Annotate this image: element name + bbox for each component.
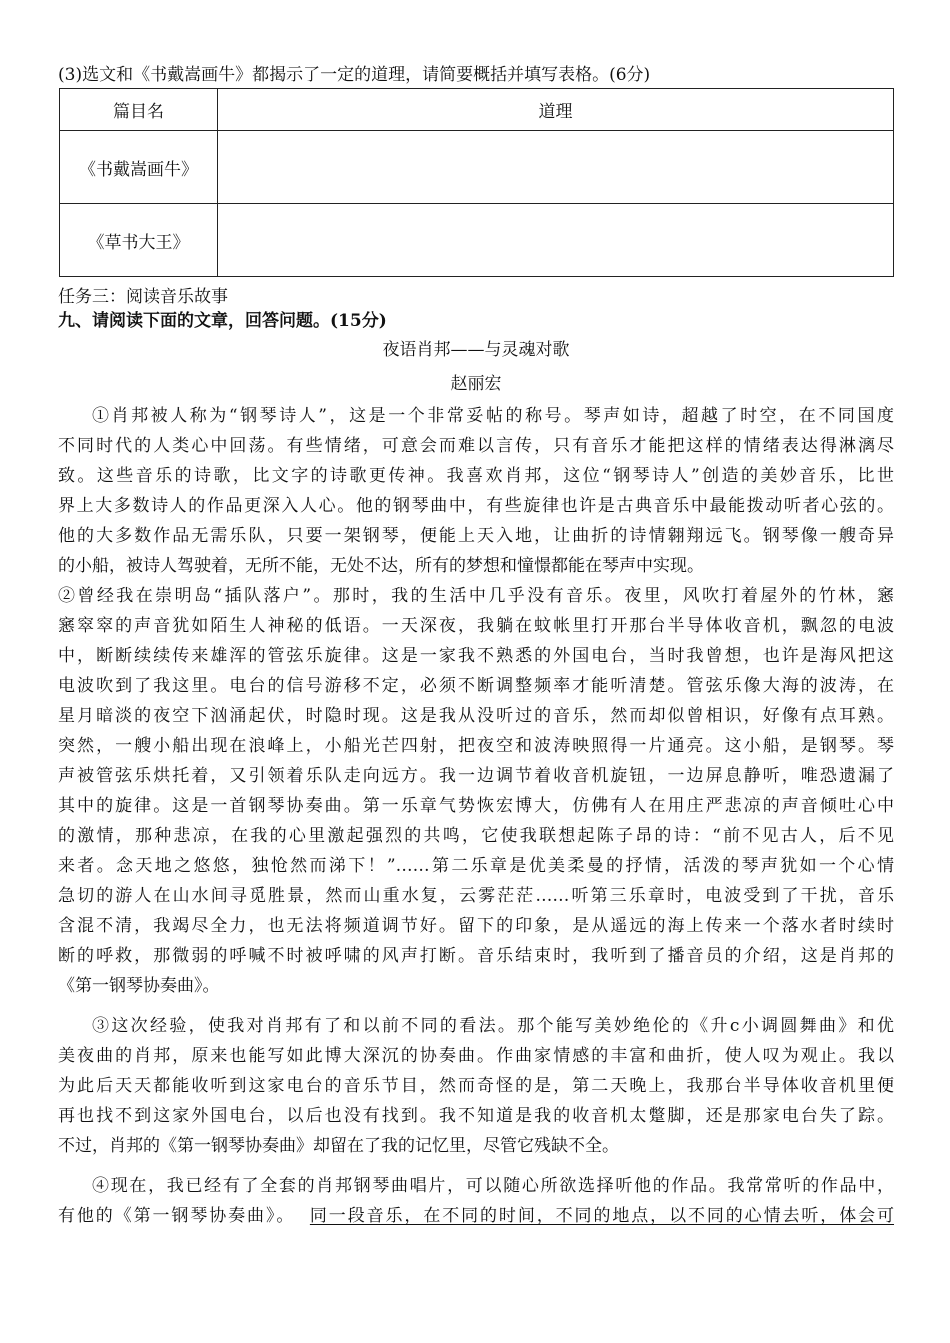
paragraph-gap <box>58 1161 894 1171</box>
answer-table-row <box>60 204 894 277</box>
paragraph-line: ③这次经验，使我对肖邦有了和以前不同的看法。那个能写美妙绝伦的《升c小调圆舞曲》和优 <box>92 1016 894 1036</box>
paragraph-line: 电波吹到了我这里。电台的信号游移不定，必须不断调整频率才能听清楚。管弦乐像大海的波涛，在 <box>58 676 894 696</box>
row-answer-cell[interactable] <box>218 204 894 277</box>
answer-table-header-row <box>60 89 894 131</box>
paragraph-line: 不过，肖邦的《第一钢琴协奏曲》却留在了我的记忆里，尽管它残缺不全。 <box>58 1136 619 1156</box>
paragraph-line: 他的大多数作品无需乐队，只要一架钢琴，便能上天入地，让曲折的诗情翱翔远飞。钢琴像一艘奇异 <box>58 526 894 546</box>
paragraph-line: ④现在，我已经有了全套的肖邦钢琴曲唱片，可以随心所欲选择听他的作品。我常常听的作品中， <box>92 1176 894 1196</box>
paragraph-2 <box>58 581 894 1001</box>
paragraph-line: 突然，一艘小船出现在浪峰上，小船光芒四射，把夜空和波涛映照得一片通亮。这小船，是钢琴。琴 <box>58 736 894 756</box>
paragraph-line: 断的呼救，那微弱的呼喊不时被呼啸的风声打断。音乐结束时，我听到了播音员的介绍，这是肖邦的 <box>58 946 894 966</box>
paragraph-line: 星月暗淡的夜空下汹涌起伏，时隐时现。这是我从没听过的音乐，然而却似曾相识，好像有点耳熟。 <box>58 706 894 726</box>
paragraph-line: 美夜曲的肖邦，原来也能写如此博大深沉的协奏曲。作曲家情感的丰富和曲折，使人叹为观止。我以 <box>58 1046 894 1066</box>
paragraph-line: 界上大多数诗人的作品更深入人心。他的钢琴曲中，有些旋律也许是古典音乐中最能拨动听者心弦的。 <box>58 496 894 516</box>
paragraph-line: 为此后天天都能收听到这家电台的音乐节目，然而奇怪的是，第二天晚上，我那台半导体收音机里便 <box>58 1076 894 1096</box>
paragraph-1 <box>58 401 894 581</box>
section-9-heading: 九、请阅读下面的文章，回答问题。(15分) <box>58 311 387 331</box>
article-title: 夜语肖邦——与灵魂对歌 <box>382 340 570 360</box>
answer-table <box>59 88 894 277</box>
question-3: (3)选文和《书戴嵩画牛》都揭示了一定的道理，请简要概括并填写表格。(6分) <box>58 65 651 85</box>
plain-text: 有他的《第一钢琴协奏曲》。 <box>58 1206 296 1226</box>
paragraph-line: 再也找不到这家外国电台，以后也没有找到。我不知道是我的收音机太蹩脚，还是那家电台失了踪。 <box>58 1106 894 1126</box>
paragraph-3 <box>58 1011 894 1161</box>
paragraph-gap <box>58 1001 894 1011</box>
row-title-cell: 《书戴嵩画牛》 <box>60 131 218 204</box>
paragraph-line: 窸窣窣的声音犹如陌生人神秘的低语。一天深夜，我躺在蚊帐里打开那台半导体收音机，飘忽的电波 <box>58 616 894 636</box>
paragraph-line: ②曾经我在崇明岛“插队落户”。那时，我的生活中几乎没有音乐。夜里，风吹打着屋外的竹林，窸 <box>58 586 894 606</box>
paragraph-line: 《第一钢琴协奏曲》。 <box>58 976 220 996</box>
header-title-column: 篇目名 <box>60 89 218 131</box>
header-principle-column: 道理 <box>218 89 894 131</box>
paragraph-line: 的小船，被诗人驾驶着，无所不能，无处不达，所有的梦想和憧憬都能在琴声中实现。 <box>58 556 704 576</box>
paragraph-line: ①肖邦被人称为“钢琴诗人”，这是一个非常妥帖的称号。琴声如诗，超越了时空，在不同国度 <box>92 406 894 426</box>
paragraph-line-with-underline <box>58 1201 894 1231</box>
paragraph-line: 急切的游人在山水间寻觅胜景，然而山重水复，云雾茫茫……听第三乐章时，电波受到了干扰，音乐 <box>58 886 894 906</box>
paragraph-4 <box>58 1171 894 1231</box>
underlined-text: 同一段音乐，在不同的时间，不同的地点，以不同的心情去听，体会可 <box>309 1206 895 1226</box>
paragraph-line: 致。这些音乐的诗歌，比文字的诗歌更传神。我喜欢肖邦，这位“钢琴诗人”创造的美妙音乐，比世 <box>58 466 894 486</box>
paragraph-line: 来者。念天地之悠悠，独怆然而涕下！”……第二乐章是优美柔曼的抒情，活泼的琴声犹如一个心情 <box>58 856 894 876</box>
answer-table-row <box>60 131 894 204</box>
paragraph-line: 中，断断续续传来雄浑的管弦乐旋律。这是一家我不熟悉的外国电台，当时我曾想，也许是海风把这 <box>58 646 894 666</box>
paragraph-line: 其中的旋律。这是一首钢琴协奏曲。第一乐章气势恢宏博大，仿佛有人在用庄严悲凉的声音倾吐心中 <box>58 796 894 816</box>
exam-page <box>58 62 894 1231</box>
row-answer-cell[interactable] <box>218 131 894 204</box>
task-3-heading: 任务三：阅读音乐故事 <box>58 287 228 307</box>
paragraph-line: 含混不清，我竭尽全力，也无法将频道调节好。留下的印象，是从遥远的海上传来一个落水者时续时 <box>58 916 894 936</box>
row-title-cell: 《草书大王》 <box>60 204 218 277</box>
article-author: 赵丽宏 <box>450 374 502 394</box>
paragraph-line: 的激情，那种悲凉，在我的心里激起强烈的共鸣，它使我联想起陈子昂的诗：“前不见古人，后不见 <box>58 826 894 846</box>
paragraph-line: 不同时代的人类心中回荡。有些情绪，可意会而难以言传，只有音乐才能把这样的情绪表达得淋漓尽 <box>58 436 894 456</box>
paragraph-line: 声被管弦乐烘托着，又引领着乐队走向远方。我一边调节着收音机旋钮，一边屏息静听，唯恐遗漏了 <box>58 766 894 786</box>
